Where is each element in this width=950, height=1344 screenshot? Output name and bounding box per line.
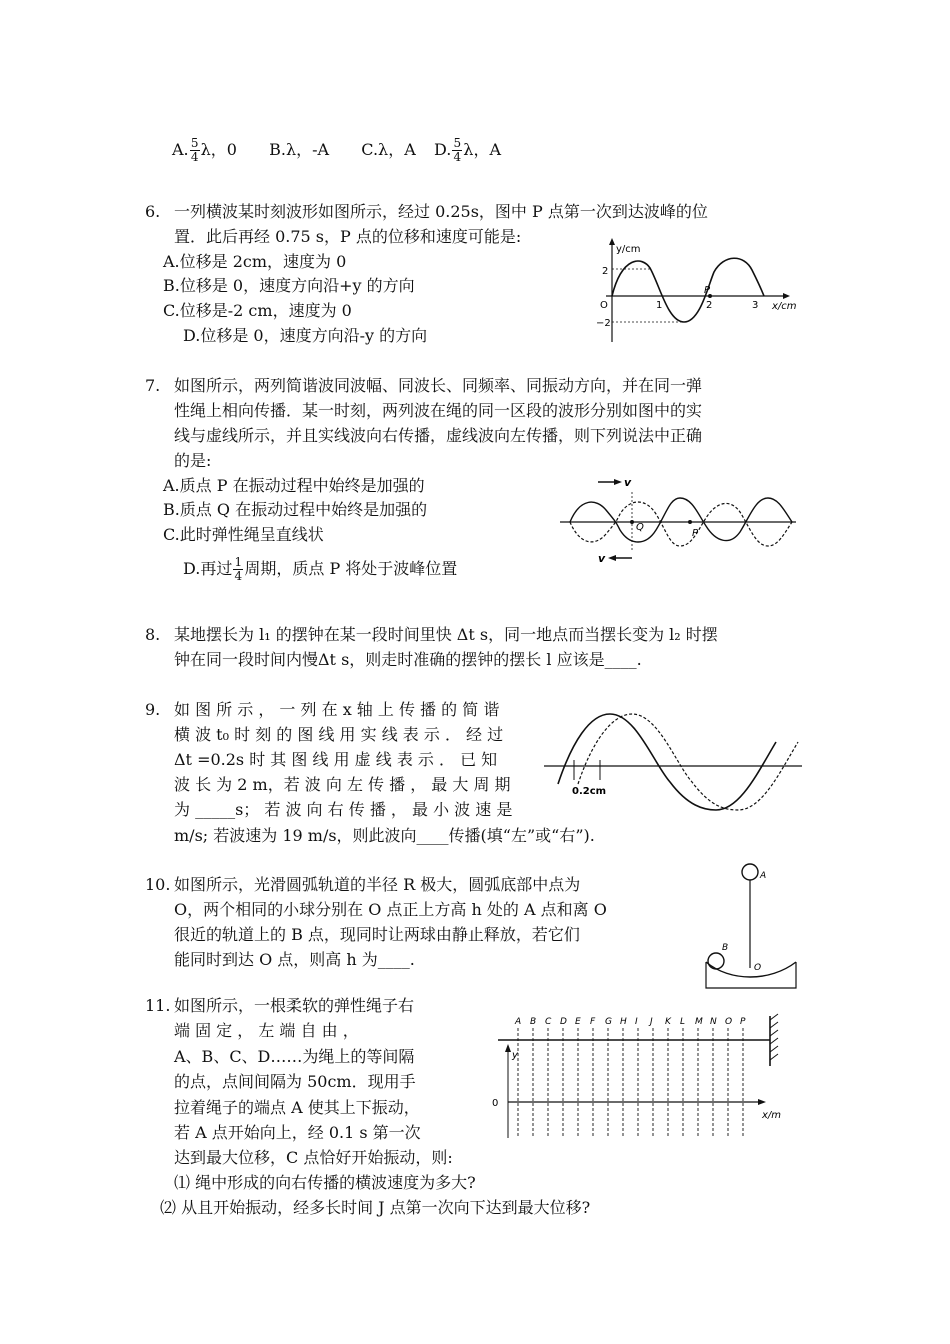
- option-a: A.质点 P 在振动过程中始终是加强的: [163, 476, 425, 495]
- question-text: 能同时到达 O 点，则高 h 为____.: [174, 950, 415, 969]
- q5-options: A. $\frac{5}{4}$ λ，0 B.λ，-A C.λ，A D. $\frac{5}{4}$ λ，A: [172, 136, 501, 164]
- distance-label: 0.2cm: [572, 786, 607, 797]
- question-text: 性绳上相向传播．某一时刻，两列波在绳的同一区段的波形分别如图中的实: [174, 401, 703, 420]
- rope-point-label: N: [710, 1017, 717, 1027]
- question-number: 8.: [145, 625, 161, 644]
- tick-x2: 2: [706, 300, 713, 311]
- question-text: 很近的轨道上的 B 点，现同时让两球由静止释放，若它们: [174, 925, 580, 944]
- point-q-label: Q: [636, 522, 644, 533]
- question-number: 10.: [145, 875, 171, 894]
- tick-minus-2: −2: [596, 318, 611, 329]
- rope-point-label: I: [635, 1017, 638, 1027]
- question-text: 的点，点间间隔为 50cm．现用手: [174, 1072, 416, 1091]
- q11-rope-figure: [490, 1010, 800, 1140]
- point-o-label: O: [754, 963, 762, 973]
- rope-point-label: D: [560, 1017, 567, 1027]
- origin-label: 0: [492, 1098, 499, 1109]
- question-number: 11.: [145, 996, 171, 1015]
- rope-point-label: E: [575, 1017, 581, 1027]
- question-text: 达到最大位移，C 点恰好开始振动，则:: [174, 1148, 453, 1167]
- q6-wave-figure: [592, 236, 807, 346]
- point-a-label: A: [760, 871, 767, 881]
- option-c: C.此时弹性绳呈直线状: [163, 525, 324, 544]
- sub-question-1: ⑴ 绳中形成的向右传播的横波速度为多大?: [174, 1173, 476, 1192]
- tick-x1: 1: [656, 300, 663, 311]
- question-number: 6.: [145, 202, 161, 221]
- question-text: 如图所示，两列简谐波同波幅、同波长、同频率、同振动方向，并在同一弹: [174, 376, 703, 395]
- option-b: B.位移是 0，速度方向沿+y 的方向: [163, 276, 415, 295]
- velocity-left-label: v: [598, 552, 606, 565]
- question-text: m/s; 若波速为 19 m/s，则此波向____传播(填“左”或“右”).: [174, 826, 595, 845]
- x-axis-label: x/m: [762, 1110, 782, 1121]
- option-b: B.质点 Q 在振动过程中始终是加强的: [163, 500, 428, 519]
- question-text: 为 _____s； 若 波 向 右 传 播 ， 最 小 波 速 是: [174, 800, 513, 819]
- question-number: 7.: [145, 376, 161, 395]
- rope-point-label: A: [515, 1017, 522, 1027]
- question-text: 某地摆长为 l₁ 的摆钟在某一段时间里快 Δt s，同一地点而当摆长变为 l₂ 时摆: [174, 625, 718, 644]
- rope-point-label: K: [665, 1017, 671, 1027]
- option-c: C.位移是-2 cm，速度为 0: [163, 301, 352, 320]
- x-axis-label: x/cm: [772, 301, 797, 312]
- question-text: 如图所示，一根柔软的弹性绳子右: [174, 996, 415, 1015]
- option-d: D.再过 $\frac{1}{4}$ 周期，质点 P 将处于波峰位置: [183, 555, 458, 583]
- question-text: 如图所示，光滑圆弧轨道的半径 R 极大，圆弧底部中点为: [174, 875, 581, 894]
- fraction: $\frac{1}{4}$: [234, 555, 243, 583]
- question-text: 拉着绳子的端点 A 使其上下振动，: [174, 1098, 420, 1117]
- q10-track-figure: [700, 858, 810, 994]
- y-axis-label: y: [512, 1050, 518, 1061]
- question-text: O，两个相同的小球分别在 O 点正上方高 h 处的 A 点和离 O: [174, 900, 607, 919]
- question-text: 线与虚线所示，并且实线波向右传播，虚线波向左传播，则下列说法中正确: [174, 426, 703, 445]
- velocity-right-label: v: [624, 476, 632, 489]
- rope-point-label: B: [530, 1017, 537, 1027]
- q9-wave-figure: [544, 702, 804, 820]
- q5-option-b: B.λ，-A: [269, 140, 330, 159]
- rope-point-label: F: [590, 1017, 596, 1027]
- question-text: 如 图 所 示 ， 一 列 在 x 轴 上 传 播 的 简 谐: [174, 700, 500, 719]
- origin-label: O: [600, 300, 608, 311]
- y-axis-label: y/cm: [616, 244, 641, 255]
- question-text: 横 波 t₀ 时 刻 的 图 线 用 实 线 表 示 ． 经 过: [174, 725, 504, 744]
- question-text: 一列横波某时刻波形如图所示，经过 0.25s，图中 P 点第一次到达波峰的位: [174, 202, 708, 221]
- fraction: $\frac{5}{4}$: [453, 136, 462, 164]
- question-number: 9.: [145, 700, 161, 719]
- question-text: 端 固 定 ， 左 端 自 由 ，: [174, 1021, 359, 1040]
- question-text: 钟在同一段时间内慢Δt s，则走时准确的摆钟的摆长 l 应该是____.: [174, 650, 642, 669]
- question-text: A、B、C、D……为绳上的等间隔: [174, 1047, 415, 1066]
- q5-option-c: C.λ，A: [361, 140, 416, 159]
- fraction: $\frac{5}{4}$: [190, 136, 199, 164]
- rope-point-label: O: [725, 1017, 733, 1027]
- question-text: 置．此后再经 0.75 s，P 点的位移和速度可能是:: [174, 227, 522, 246]
- rope-point-label: H: [620, 1017, 627, 1027]
- rope-point-label: M: [695, 1017, 703, 1027]
- question-text: 的是:: [174, 451, 212, 470]
- rope-point-label: J: [650, 1017, 653, 1027]
- rope-point-label: L: [680, 1017, 686, 1027]
- rope-point-label: G: [605, 1017, 612, 1027]
- question-text: 若 A 点开始向上，经 0.1 s 第一次: [174, 1123, 421, 1142]
- tick-2: 2: [602, 266, 609, 277]
- rope-point-label: P: [740, 1017, 746, 1027]
- rope-point-label: C: [545, 1017, 552, 1027]
- option-a: A.位移是 2cm，速度为 0: [163, 252, 347, 271]
- point-b-label: B: [722, 943, 729, 953]
- tick-x3: 3: [752, 300, 759, 311]
- question-text: 波 长 为 2 m，若 波 向 左 传 播 ， 最 大 周 期: [174, 775, 511, 794]
- sub-question-2: ⑵ 从且开始振动，经多长时间 J 点第一次向下达到最大位移?: [160, 1198, 591, 1217]
- question-text: Δt =0.2s 时 其 图 线 用 虚 线 表 示 ． 已 知: [174, 750, 498, 769]
- point-p-label: P: [704, 285, 711, 296]
- q7-wave-figure: [560, 470, 800, 570]
- option-d: D.位移是 0，速度方向沿-y 的方向: [183, 326, 428, 345]
- point-p-label: P: [692, 528, 699, 539]
